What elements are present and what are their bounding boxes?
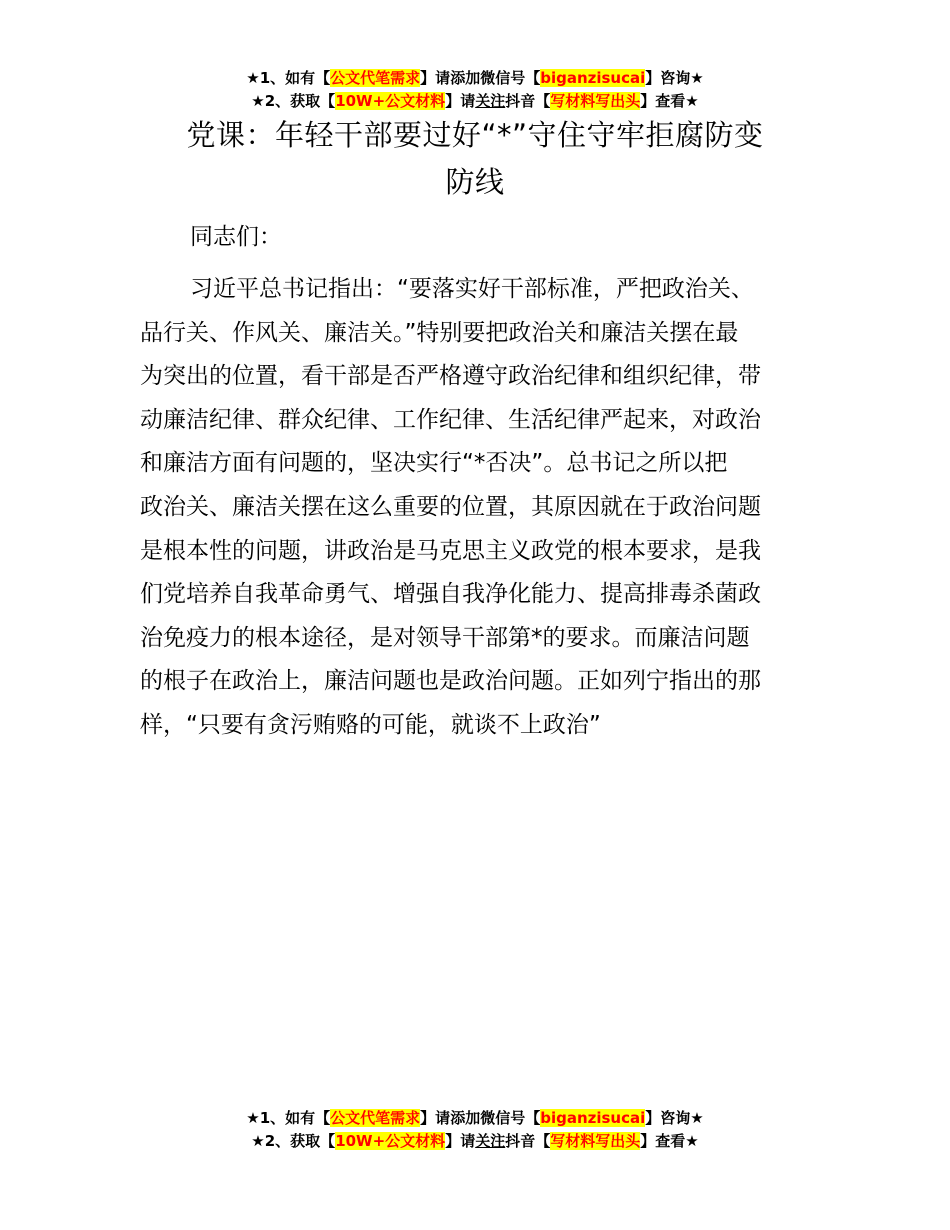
banner-text: 抖音【	[505, 1132, 551, 1150]
banner-text: 】请	[445, 1132, 476, 1150]
paragraph-line: 为突出的位置，看干部是否严格遵守政治纪律和组织纪律，带	[140, 363, 761, 390]
paragraph-line: 的根子在政治上，廉洁问题也是政治问题。正如列宁指出的那	[140, 668, 761, 695]
banner-text: 】请	[420, 1109, 451, 1127]
title-line-1: 党课：年轻干部要过好“*”守住守牢拒腐防变	[186, 118, 764, 152]
banner-text: 微信号【	[480, 1109, 541, 1127]
banner-text: 】请	[420, 69, 451, 87]
banner-text: 】查看★	[640, 92, 699, 110]
banner-text: ★2、获取【	[251, 92, 336, 110]
highlight-materials: 10W+公文材料	[335, 1132, 446, 1150]
paragraph-line: 政治关、廉洁关摆在这么重要的位置，其原因就在于政治问题	[140, 493, 761, 520]
highlight-wechat-id: biganzisucai	[540, 69, 646, 87]
banner-text: ★1、如有【	[246, 69, 331, 87]
paragraph-line: 是根本性的问题，讲政治是马克思主义政党的根本要求，是我	[140, 537, 761, 564]
highlight-douyin: 写材料写出头	[550, 92, 641, 110]
banner-text: 】查看★	[640, 1132, 699, 1150]
banner-text: 】请	[445, 92, 476, 110]
banner-text: 添加	[450, 1109, 481, 1127]
banner-text: 微信号【	[480, 69, 541, 87]
banner-text: ★1、如有【	[246, 1109, 331, 1127]
footer-banner	[0, 1107, 950, 1153]
banner-text: 】咨询★	[645, 69, 704, 87]
title-line-2: 防线	[445, 165, 505, 199]
paragraph-line: 习近平总书记指出：“要落实好干部标准，严把政治关、	[190, 276, 754, 302]
highlight-service: 公文代笔需求	[330, 69, 421, 87]
body-paragraph	[140, 268, 812, 748]
highlight-wechat-id: biganzisucai	[540, 1109, 646, 1127]
paragraph-line: 治免疫力的根本途径，是对领导干部第*的要求。而廉洁问题	[140, 624, 750, 651]
banner-text: 】咨询★	[645, 1109, 704, 1127]
highlight-service: 公文代笔需求	[330, 1109, 421, 1127]
banner-text: 关注	[475, 92, 506, 110]
salutation: 同志们：	[190, 224, 282, 250]
banner-line-1	[0, 67, 950, 90]
banner-line-2	[0, 1130, 950, 1153]
banner-line-1	[0, 1107, 950, 1130]
header-banner	[0, 67, 950, 113]
paragraph-line: 们党培养自我革命勇气、增强自我净化能力、提高排毒杀菌政	[140, 581, 761, 608]
banner-line-2	[0, 90, 950, 113]
banner-text: 添加	[450, 69, 481, 87]
document-title	[140, 112, 810, 206]
paragraph-line: 动廉洁纪律、群众纪律、工作纪律、生活纪律严起来，对政治	[140, 406, 761, 433]
banner-text: 关注	[475, 1132, 506, 1150]
highlight-materials: 10W+公文材料	[335, 92, 446, 110]
banner-text: ★2、获取【	[251, 1132, 336, 1150]
paragraph-line: 样，“只要有贪污贿赂的可能，就谈不上政治”	[140, 711, 601, 738]
highlight-douyin: 写材料写出头	[550, 1132, 641, 1150]
paragraph-line: 品行关、作风关、廉洁关。”特别要把政治关和廉洁关摆在最	[140, 319, 739, 346]
banner-text: 抖音【	[505, 92, 551, 110]
paragraph-line: 和廉洁方面有问题的，坚决实行“*否决”。总书记之所以把	[140, 450, 728, 477]
